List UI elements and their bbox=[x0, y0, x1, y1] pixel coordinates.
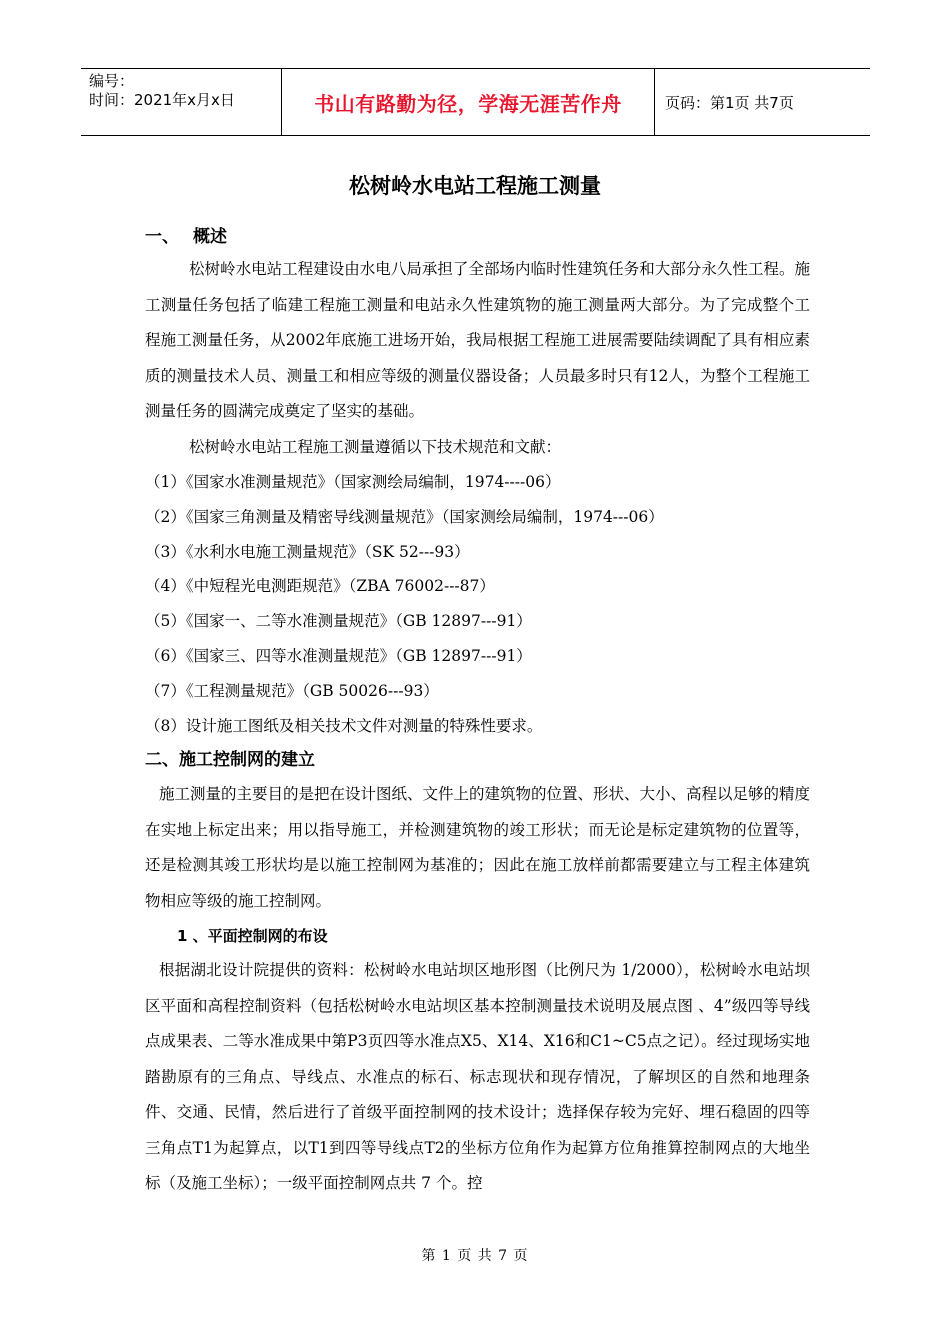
list-item: （6）《国家三、四等水准测量规范》（GB 12897---91） bbox=[145, 646, 532, 665]
document-title: 松树岭水电站工程施工测量 bbox=[349, 174, 601, 198]
page-footer: 第 1 页 共 7 页 bbox=[421, 1248, 529, 1264]
plane-control-paragraph: 根据湖北设计院提供的资料：松树岭水电站坝区地形图（比例尺为 1/2000），松树岭水电站坝区平面和高程控制资料（包括松树岭水电站坝区基本控制测量技术说明及展点图 、4”级四等导线点成果表、二等水准成果中第P3页四等水准点X5、X14、X16和C1~C5点之记）。经过现场实地踏勘原有的三角点、导线点、水准点的标石、标志现状和现存情况，了解坝区的自然和地理条件、交通、民情，然后进行了首级平面控制网的技术设计；选择保存较为完好、埋石稳固的四等三角点T1为起算点，以T1到四等导线点T2的坐标方位角作为起算方位角推算控制网点的大地坐标（及施工坐标）；一级平面控制网点共 7 个。控 bbox=[145, 961, 810, 1193]
list-item: （3）《水利水电施工测量规范》（SK 52---93） bbox=[145, 542, 470, 561]
document-body bbox=[145, 222, 810, 1202]
list-item: （5）《国家一、二等水准测量规范》（GB 12897---91） bbox=[145, 612, 532, 631]
section-number: 一、 bbox=[145, 227, 179, 247]
document-number-label: 编号： bbox=[89, 72, 135, 90]
list-item: （7）《工程测量规范》（GB 50026---93） bbox=[145, 681, 439, 700]
list-item: （8）设计施工图纸及相关技术文件对测量的特殊性要求。 bbox=[145, 716, 543, 735]
standards-intro-paragraph: 松树岭水电站工程施工测量遵循以下技术规范和文献： bbox=[189, 437, 562, 456]
control-network-paragraph: 施工测量的主要目的是把在设计图纸、文件上的建筑物的位置、形状、大小、高程以足够的精度在实地上标定出来；用以指导施工，并检测建筑物的竣工形状；而无论是标定建筑物的位置等，还是检测其竣工形状均是以施工控制网为基准的；因此在施工放样前都需要建立与工程主体建筑物相应等级的施工控制网。 bbox=[145, 785, 811, 910]
section-heading-control-network: 二、施工控制网的建立 bbox=[145, 750, 315, 771]
header-page-info: 页码：第1页 共7页 bbox=[665, 93, 794, 112]
section-title: 概述 bbox=[193, 227, 227, 247]
list-item: （1）《国家水准测量规范》（国家测绘局编制，1974----06） bbox=[145, 473, 561, 491]
list-item: （4）《中短程光电测距规范》（ZBA 76002---87） bbox=[145, 577, 495, 596]
list-item: （2）《国家三角测量及精密导线测量规范》（国家测绘局编制，1974---06） bbox=[145, 507, 664, 526]
header-meta bbox=[81, 69, 282, 135]
header-table bbox=[81, 68, 870, 136]
subsection-heading-plane-control: 1 、平面控制网的布设 bbox=[177, 927, 328, 946]
section-heading-overview bbox=[145, 222, 810, 252]
header-motto: 书山有路勤为径，学海无涯苦作舟 bbox=[282, 69, 655, 135]
reference-list bbox=[145, 465, 810, 743]
overview-paragraph: 松树岭水电站工程建设由水电八局承担了全部场内临时性建筑任务和大部分永久性工程。施工测量任务包括了临建工程施工测量和电站永久性建筑物的施工测量两大部分。为了完成整个工程施工测量任务，从2002年底施工进场开始，我局根据工程施工进展需要陆续调配了具有相应素质的测量技术人员、测量工和相应等级的测量仪器设备；人员最多时只有12人，为整个工程施工测量任务的圆满完成奠定了坚实的基础。 bbox=[145, 260, 810, 420]
document-time-label: 时间：2021年x月x日 bbox=[89, 91, 235, 109]
